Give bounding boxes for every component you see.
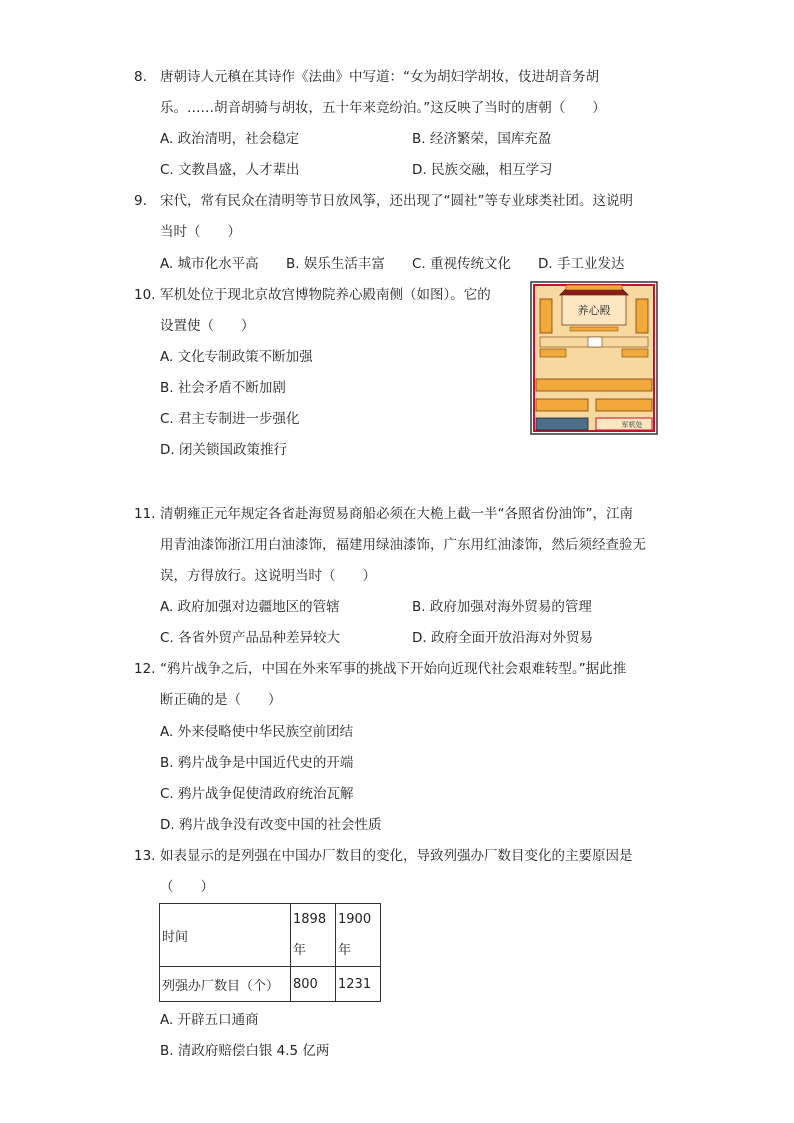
- option-a: A. 文化专制政策不断加强: [160, 349, 313, 365]
- option-b: B. 政府加强对海外贸易的管理: [412, 599, 592, 615]
- option-c: C. 重视传统文化: [412, 256, 512, 272]
- cell-text: 年: [293, 943, 307, 958]
- question-number: 9.: [134, 193, 147, 209]
- option-c: C. 鸦片战争促使清政府统治瓦解: [160, 786, 354, 802]
- building: [540, 349, 566, 357]
- hall-label: 养心殿: [577, 304, 611, 317]
- option-c: C. 各省外贸产品品种差异较大: [160, 630, 341, 646]
- cell-text: 时间: [162, 929, 189, 945]
- question-number: 12.: [134, 661, 156, 677]
- option-d: D. 政府全面开放沿海对外贸易: [412, 630, 593, 646]
- hall-eave: [566, 285, 622, 290]
- table-row: [160, 904, 381, 967]
- question-text: 用青油漆饰浙江用白油漆饰，福建用绿油漆饰，广东用红油漆饰，然后须经查验无: [160, 537, 646, 553]
- option-d: D. 手工业发达: [538, 256, 625, 272]
- cell-text: 1231: [338, 976, 372, 992]
- question-text: （ ）: [160, 879, 214, 895]
- table-header-cell: [336, 904, 381, 967]
- option-d: D. 闭关锁国政策推行: [160, 442, 287, 458]
- cell-text: 1898: [293, 912, 327, 927]
- question-text: 军机处位于现北京故宫博物院养心殿南侧（如图）。它的: [160, 287, 491, 303]
- option-a: A. 城市化水平高: [160, 256, 259, 272]
- option-d: D. 鸦片战争没有改变中国的社会性质: [160, 817, 382, 833]
- gate: [588, 337, 602, 347]
- question-number: 8.: [134, 69, 147, 85]
- cell-text: 列强办厂数目（个）: [162, 978, 280, 994]
- factory-count-table: [159, 903, 381, 1002]
- table-header-cell: [160, 904, 291, 967]
- table-cell: [291, 967, 336, 1002]
- question-text: 断正确的是（ ）: [160, 692, 282, 708]
- office-label: 军机处: [621, 421, 643, 429]
- cell-text: 800: [293, 976, 318, 992]
- question-number: 10.: [134, 287, 156, 303]
- side-building: [540, 299, 552, 333]
- side-building: [636, 299, 648, 333]
- option-d: D. 民族交融，相互学习: [412, 162, 553, 178]
- building-blue: [536, 418, 588, 430]
- option-b: B. 娱乐生活丰富: [286, 256, 385, 272]
- question-text: 当时（ ）: [160, 224, 241, 240]
- building: [596, 399, 652, 411]
- question-text: “鸦片战争之后，中国在外来军事的挑战下开始向近现代社会艰难转型。”据此推: [160, 661, 627, 677]
- building: [622, 349, 648, 357]
- option-a: A. 外来侵略使中华民族空前团结: [160, 724, 354, 740]
- option-c: C. 君主专制进一步强化: [160, 411, 300, 427]
- option-b: B. 清政府赔偿白银 4.5 亿两: [160, 1043, 330, 1059]
- option-a: A. 开辟五口通商: [160, 1012, 259, 1028]
- steps: [570, 327, 618, 331]
- option-b: B. 经济繁荣，国库充盈: [412, 131, 552, 147]
- table-header-cell: [291, 904, 336, 967]
- table-cell: [160, 967, 291, 1002]
- question-number: 13.: [134, 848, 156, 864]
- question-text: 设置使（ ）: [160, 318, 255, 334]
- table-row: [160, 967, 381, 1002]
- question-text: 宋代，常有民众在清明等节日放风筝，还出现了“圆社”等专业球类社团。这说明: [160, 193, 633, 209]
- option-a: A. 政府加强对边疆地区的管辖: [160, 599, 340, 615]
- question-text: 唐朝诗人元稹在其诗作《法曲》中写道：“女为胡妇学胡妆，伎进胡音务胡: [160, 69, 599, 85]
- question-text: 误，方得放行。这说明当时（ ）: [160, 568, 376, 584]
- question-text: 清朝雍正元年规定各省赴海贸易商船必须在大桅上截一半“各照省份油饰”，江南: [160, 506, 633, 522]
- palace-map-figure: [530, 281, 658, 435]
- option-b: B. 鸦片战争是中国近代史的开端: [160, 755, 354, 771]
- cell-text: 年: [338, 943, 352, 958]
- question-text: 乐。……胡音胡骑与胡妆，五十年来竞纷泊。”这反映了当时的唐朝（ ）: [160, 100, 606, 116]
- cell-text: 1900: [338, 912, 372, 927]
- table-cell: [336, 967, 381, 1002]
- building: [536, 399, 588, 411]
- option-c: C. 文教昌盛，人才辈出: [160, 162, 300, 178]
- option-a: A. 政治清明，社会稳定: [160, 131, 300, 147]
- option-b: B. 社会矛盾不断加剧: [160, 380, 286, 396]
- question-number: 11.: [134, 506, 156, 522]
- question-text: 如表显示的是列强在中国办厂数目的变化，导致列强办厂数目变化的主要原因是: [160, 848, 633, 864]
- long-hall: [536, 379, 652, 391]
